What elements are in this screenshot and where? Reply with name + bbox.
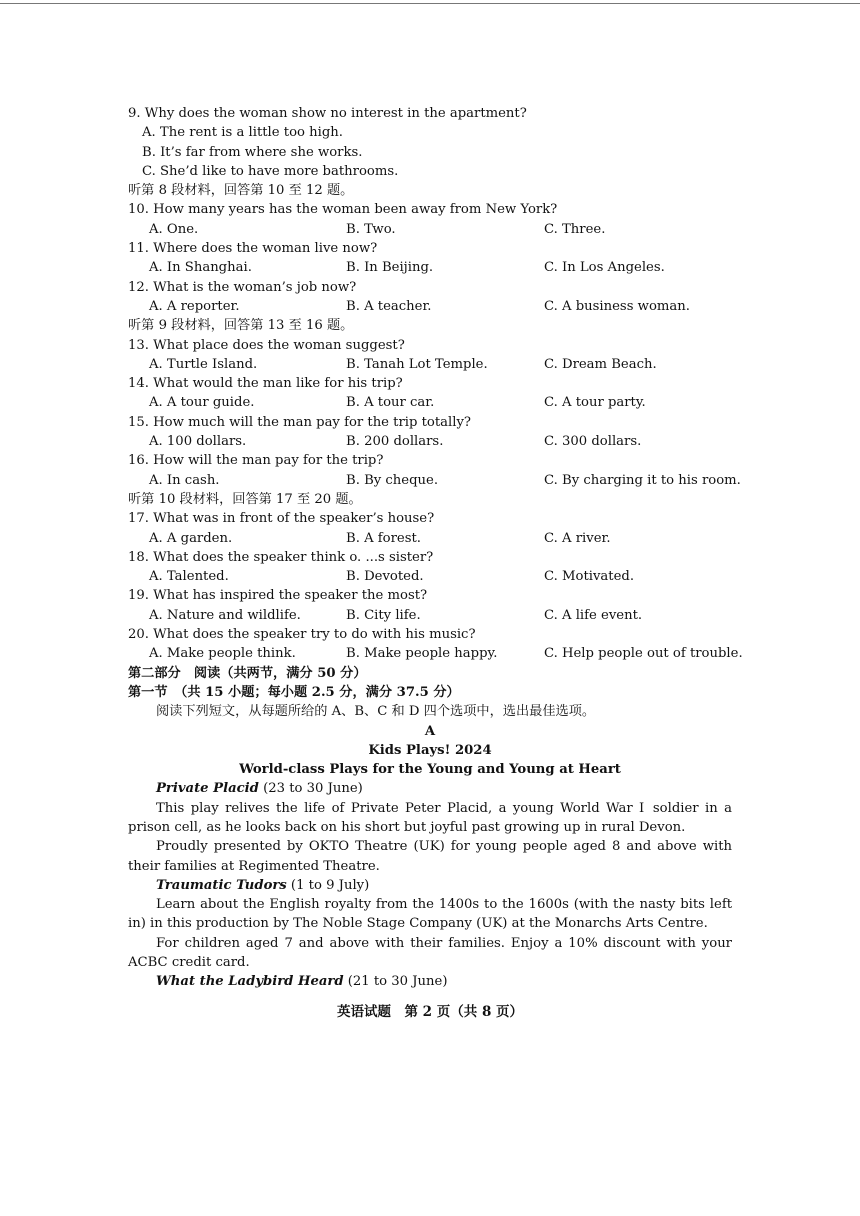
option-c: C. By charging it to his room.: [544, 472, 741, 488]
play-3-dates: (21 to 30 June): [343, 974, 448, 990]
passage-subtitle: World-class Plays for the Young and Young at Heart: [239, 762, 621, 778]
play-2-paragraph-1: Learn about the English royalty from the 1400s to the 1600s (with the nasty bits left in) in this production by The Noble Stage Company (UK) at the Monarchs Arts Centre.: [128, 897, 732, 932]
question-13-options: [128, 355, 732, 374]
option-a: A. 100 dollars.: [149, 434, 247, 450]
option-c: C. In Los Angeles.: [544, 260, 665, 276]
question-9-option-c: C. She’d like to have more bathrooms.: [142, 163, 399, 179]
question-9-option-a: A. The rent is a little too high.: [142, 125, 343, 141]
option-b: B. Devoted.: [346, 569, 424, 585]
option-b: B. A teacher.: [346, 298, 432, 314]
option-a: A. A tour guide.: [149, 395, 255, 411]
question-10-options: [128, 220, 732, 239]
question-12: 12. What is the woman’s job now?: [128, 279, 357, 295]
play-1-dates: (23 to 30 June): [258, 781, 363, 797]
option-c: C. Help people out of trouble.: [544, 646, 743, 662]
question-10: 10. How many years has the woman been away from New York?: [128, 202, 558, 218]
section-10-instruction: 听第 10 段材料，回答第 17 至 20 题。: [128, 491, 362, 507]
question-13: 13. What place does the woman suggest?: [128, 337, 405, 353]
question-16: 16. How will the man pay for the trip?: [128, 453, 384, 469]
question-15: 15. How much will the man pay for the trip totally?: [128, 414, 471, 430]
option-c: C. A business woman.: [544, 298, 690, 314]
section-9-instruction: 听第 9 段材料，回答第 13 至 16 题。: [128, 318, 354, 334]
page-footer: 英语试题 第 2 页（共 8 页）: [336, 1004, 524, 1020]
passage-title: Kids Plays! 2024: [368, 742, 492, 758]
option-c: C. A life event.: [544, 607, 643, 623]
option-b: B. 200 dollars.: [346, 434, 444, 450]
question-18-options: [128, 567, 732, 586]
option-c: C. A river.: [544, 530, 611, 546]
option-c: C. A tour party.: [544, 395, 646, 411]
question-11-options: [128, 258, 732, 277]
option-a: A. Talented.: [149, 569, 229, 585]
question-20: 20. What does the speaker try to do with his music?: [128, 627, 476, 643]
question-19: 19. What has inspired the speaker the most?: [128, 588, 428, 604]
top-border-line: [0, 3, 860, 4]
option-c: C. Motivated.: [544, 569, 635, 585]
play-2-paragraph-2: For children aged 7 and above with their families. Enjoy a 10% discount with your ACBC credit card.: [128, 935, 732, 971]
play-3-heading: [128, 972, 732, 991]
option-c: C. Dream Beach.: [544, 356, 657, 372]
play-2-title: Traumatic Tudors: [156, 877, 287, 893]
option-b: B. By cheque.: [346, 472, 439, 488]
option-a: A. In Shanghai.: [149, 260, 252, 276]
part-2-heading: 第二部分 阅读（共两节，满分 50 分）: [128, 665, 367, 681]
reading-instruction: 阅读下列短文，从每题所给的 A、B、C 和 D 四个选项中，选出最佳选项。: [156, 704, 596, 720]
option-b: B. Two.: [346, 221, 396, 237]
option-a: A. A reporter.: [149, 298, 240, 314]
play-3-title: What the Ladybird Heard: [156, 974, 344, 990]
question-15-options: [128, 432, 732, 451]
question-17: 17. What was in front of the speaker’s house?: [128, 511, 435, 527]
option-c: C. Three.: [544, 221, 606, 237]
play-1-heading: [128, 779, 732, 798]
question-20-options: [128, 644, 743, 663]
question-14: 14. What would the man like for his trip?: [128, 376, 403, 392]
part-2-section-1-heading: 第一节 （共 15 小题；每小题 2.5 分，满分 37.5 分）: [128, 684, 460, 700]
option-a: A. Turtle Island.: [149, 356, 258, 372]
question-19-options: [128, 606, 732, 625]
play-2-heading: [128, 876, 732, 895]
option-b: B. Tanah Lot Temple.: [346, 356, 488, 372]
play-1-title: Private Placid: [156, 781, 259, 797]
question-12-options: [128, 297, 732, 316]
option-b: B. Make people happy.: [346, 646, 498, 662]
option-a: A. Make people think.: [149, 646, 296, 662]
option-a: A. One.: [149, 221, 199, 237]
option-a: A. Nature and wildlife.: [149, 607, 301, 623]
option-a: A. In cash.: [149, 472, 220, 488]
question-11: 11. Where does the woman live now?: [128, 241, 378, 257]
question-17-options: [128, 529, 732, 548]
question-16-options: [128, 471, 741, 490]
option-b: B. In Beijing.: [346, 260, 434, 276]
option-b: B. A forest.: [346, 530, 421, 546]
question-18: 18. What does the speaker think o. ...s sister?: [128, 549, 434, 565]
option-c: C. 300 dollars.: [544, 434, 642, 450]
passage-letter: A: [424, 723, 436, 739]
question-14-options: [128, 393, 732, 412]
option-b: B. A tour car.: [346, 395, 435, 411]
section-8-instruction: 听第 8 段材料，回答第 10 至 12 题。: [128, 183, 354, 199]
question-9: 9. Why does the woman show no interest in the apartment?: [128, 106, 527, 121]
exam-page: [128, 104, 743, 992]
option-b: B. City life.: [346, 607, 421, 623]
play-1-paragraph-1: This play relives the life of Private Peter Placid, a young World War Ⅰ soldier in a prison cell, as he looks back on his short but joyful past growing up in rural Devon.: [128, 800, 732, 835]
option-a: A. A garden.: [149, 530, 233, 546]
play-2-dates: (1 to 9 July): [286, 877, 370, 893]
play-1-paragraph-2: Proudly presented by OKTO Theatre (UK) for young people aged 8 and above with their families at Regimented Theatre.: [128, 839, 732, 874]
question-9-option-b: B. It’s far from where she works.: [142, 144, 363, 160]
